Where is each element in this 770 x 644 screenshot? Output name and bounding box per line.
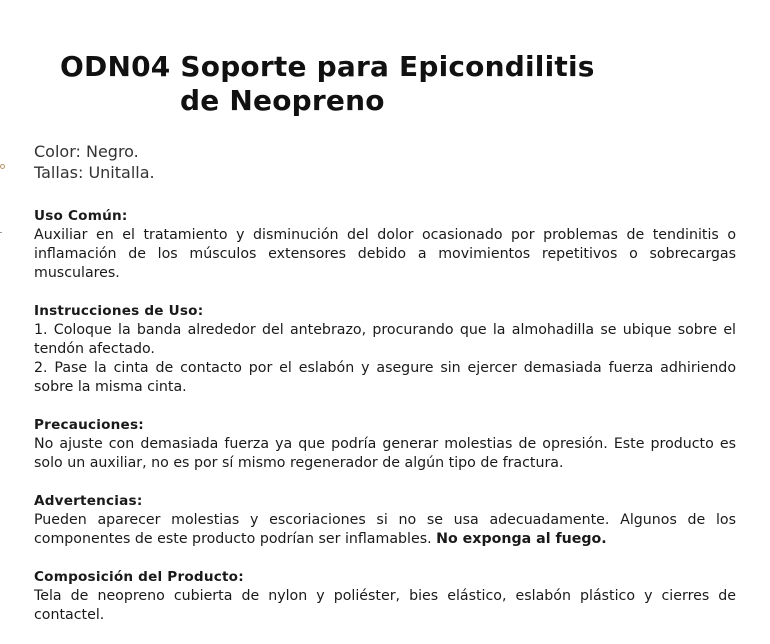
product-color: Color: Negro. bbox=[34, 142, 139, 161]
section-text: Tela de neopreno cubierta de nylon y poliéster, bies elástico, eslabón plástico y cierres de contactel. bbox=[34, 588, 736, 623]
product-sizes: Tallas: Unitalla. bbox=[34, 163, 155, 182]
section-advertencias bbox=[34, 492, 736, 549]
section-uso-comun bbox=[34, 207, 736, 283]
side-tick-mark bbox=[0, 232, 2, 233]
warning-emphasis: No exponga al fuego. bbox=[436, 531, 607, 547]
bullet-ring-icon bbox=[0, 164, 5, 169]
section-composicion bbox=[34, 568, 736, 625]
product-title-line1: ODN04 Soporte para Epicondilitis bbox=[60, 50, 595, 83]
warning-text: Pueden aparecer molestias y escoriaciones si no se usa adecuadamente. Algunos de los componentes de este producto podrían ser inflamables. bbox=[34, 512, 736, 547]
section-heading: Instrucciones de Uso: bbox=[34, 303, 204, 319]
section-text: No ajuste con demasiada fuerza ya que podría generar molestias de opresión. Este producto es solo un auxiliar, no es por sí mismo regenerador de algún tipo de fractura. bbox=[34, 436, 736, 471]
product-title-line2: de Neopreno bbox=[180, 84, 385, 117]
product-description bbox=[34, 207, 736, 644]
section-heading: Composición del Producto: bbox=[34, 569, 244, 585]
section-heading: Advertencias: bbox=[34, 493, 143, 509]
section-text: Auxiliar en el tratamiento y disminución del dolor ocasionado por problemas de tendinitis o inflamación de los músculos extensores debido a movimientos repetitivos o sobrecargas musculares. bbox=[34, 227, 736, 281]
section-heading: Uso Común: bbox=[34, 208, 128, 224]
section-heading: Precauciones: bbox=[34, 417, 144, 433]
product-attributes bbox=[34, 141, 155, 183]
product-title bbox=[60, 50, 700, 118]
instruction-step-2: 2. Pase la cinta de contacto por el eslabón y asegure sin ejercer demasiada fuerza adhiriendo sobre la misma cinta. bbox=[34, 360, 736, 395]
section-instrucciones bbox=[34, 302, 736, 397]
instruction-step-1: 1. Coloque la banda alrededor del antebrazo, procurando que la almohadilla se ubique sobre el tendón afectado. bbox=[34, 322, 736, 357]
section-text bbox=[34, 511, 736, 549]
section-precauciones bbox=[34, 416, 736, 473]
